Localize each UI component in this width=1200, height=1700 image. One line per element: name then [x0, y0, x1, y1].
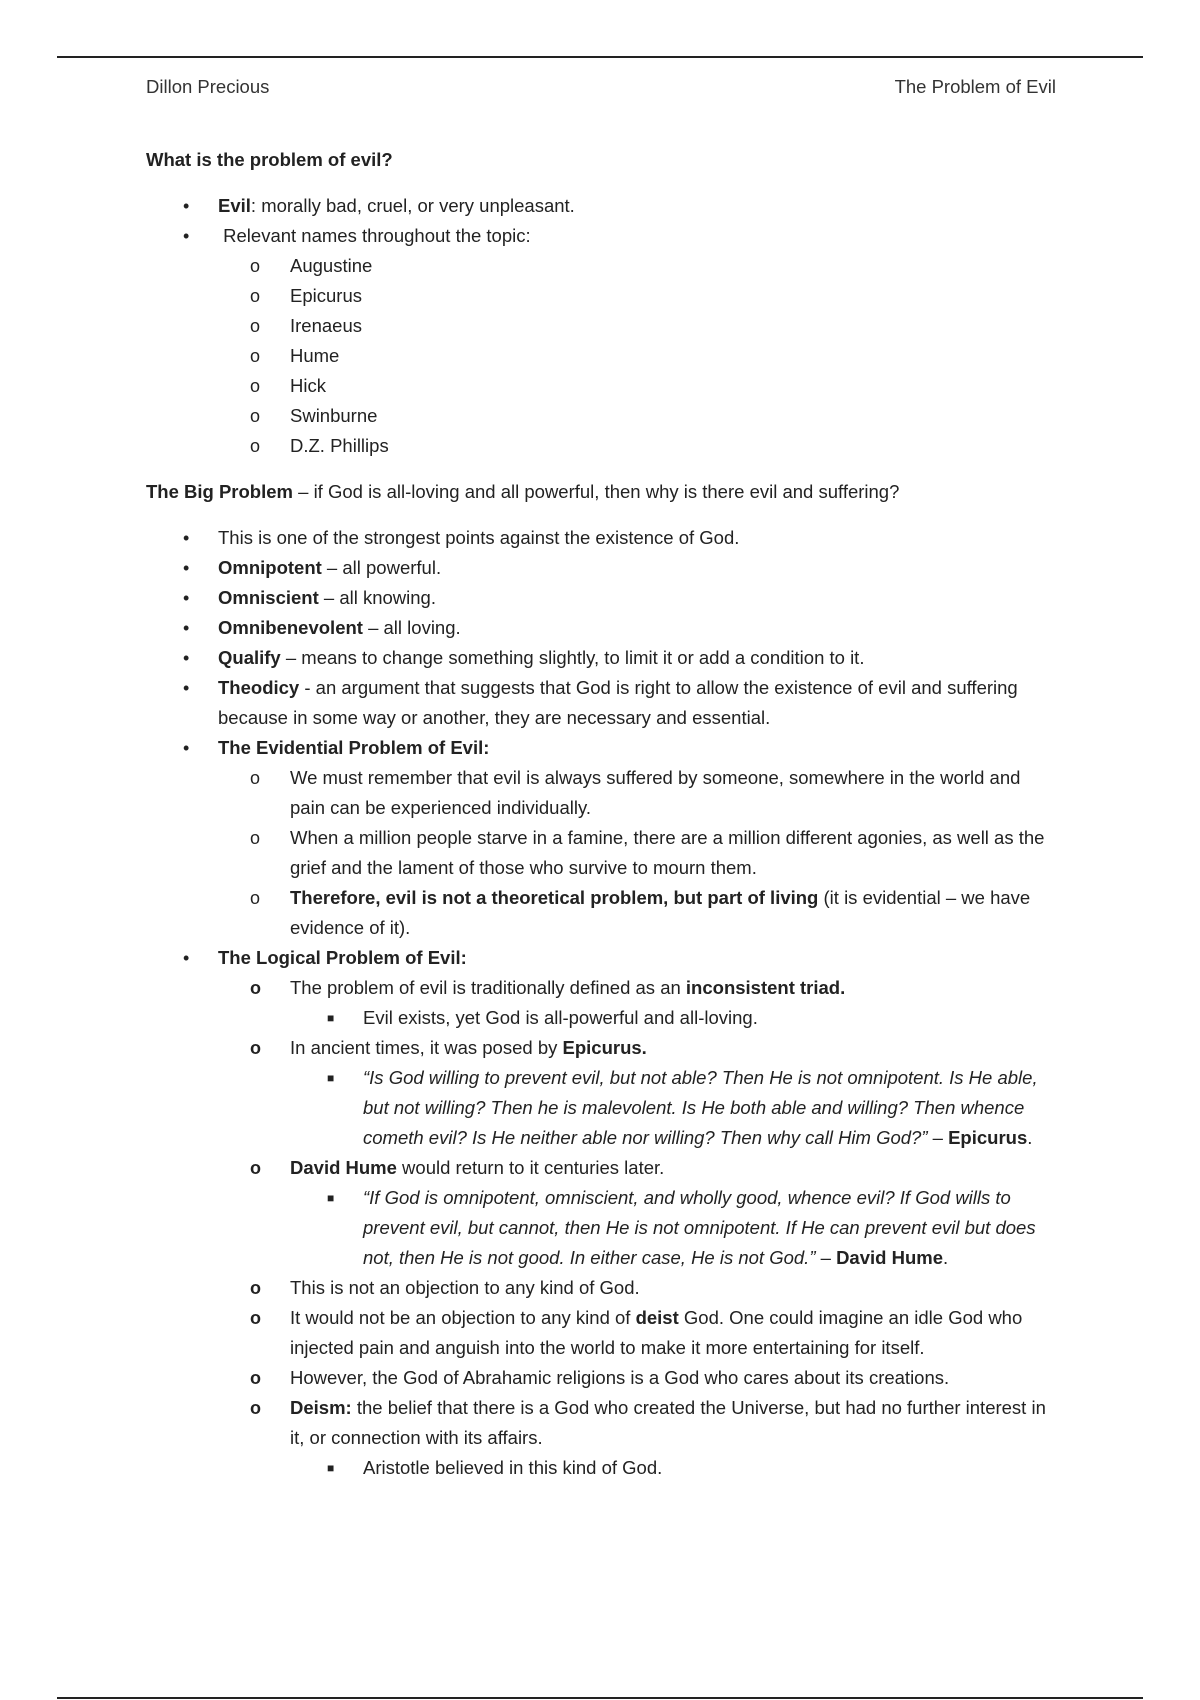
circle-bullet-icon: o [250, 286, 261, 306]
text-run: deist [635, 1307, 679, 1328]
text-run: It would not be an objection to any kind of [290, 1307, 636, 1328]
text-run: Hick [290, 375, 326, 396]
document-body [146, 145, 1056, 1483]
text-run: the belief that there is a God who created the Universe, but had no further interest in it, or connection with its affairs. [290, 1397, 1046, 1448]
list-item [183, 523, 1056, 553]
text-run: In ancient times, it was posed by [290, 1037, 563, 1058]
circle-bullet-icon: o [250, 316, 261, 336]
evidential-heading [183, 733, 1056, 763]
big-problem-paragraph [146, 477, 1056, 507]
list-item [250, 1393, 1056, 1453]
circle-bullet-icon: o [250, 1278, 261, 1298]
name-item [250, 311, 1056, 341]
hume-quote [327, 1183, 1056, 1273]
bullet-icon: • [183, 558, 190, 578]
text-run: God. One could imagine an idle God who injected pain and anguish into the world to make it more entertaining for itself. [290, 1307, 1023, 1358]
header-rule [57, 56, 1143, 58]
circle-bullet-icon: o [250, 406, 261, 426]
text-run: - an argument that suggests that God is right to allow the existence of evil and suffering because in some way or another, they are necessary and essential. [218, 677, 1018, 728]
text-run: Relevant names throughout the topic: [223, 225, 531, 246]
text-run: . [942, 1247, 949, 1268]
header-title: The Problem of Evil [894, 76, 1056, 97]
text-run: Evil [218, 195, 251, 216]
list-item [327, 1003, 1056, 1033]
bullet-icon: • [183, 528, 190, 548]
bullet-icon: • [183, 588, 190, 608]
circle-bullet-icon: o [250, 1368, 261, 1388]
logical-heading [183, 943, 1056, 973]
text-run: Hume [290, 345, 340, 366]
square-bullet-icon: ■ [327, 1011, 335, 1025]
text-run: “Is God willing to prevent evil, but not able? Then He is not omnipotent. Is He able, but not willing? Then he is malevolent. Is He both able and willing? Then whence cometh evil? Is He neither able nor willing? Then why call Him God?” [363, 1067, 1038, 1148]
circle-bullet-icon: o [250, 888, 261, 908]
list-item [250, 1363, 1056, 1393]
square-bullet-icon: ■ [327, 1461, 335, 1475]
text-run: – if God is all-loving and all powerful, then why is there evil and suffering? [293, 481, 900, 502]
text-run: Therefore, evil is not a theoretical problem, but part of living [290, 887, 819, 908]
list-item [250, 763, 1056, 823]
bullet-icon: • [183, 196, 190, 216]
text-run: D.Z. Phillips [290, 435, 389, 456]
text-run: inconsistent triad. [685, 977, 846, 998]
text-run: – all knowing. [318, 587, 436, 608]
definition-list [146, 191, 1056, 461]
text-run: Omnipotent [218, 557, 322, 578]
list-item [250, 1303, 1056, 1363]
list-item [250, 1153, 1056, 1183]
list-item [183, 613, 1056, 643]
circle-bullet-icon: o [250, 978, 261, 998]
text-run: Evil exists, yet God is all-powerful and all-loving. [363, 1007, 758, 1028]
page-header [146, 74, 1056, 100]
list-item [183, 643, 1056, 673]
text-run: We must remember that evil is always suffered by someone, somewhere in the world and pain can be experienced individually. [290, 767, 1021, 818]
circle-bullet-icon: o [250, 1398, 261, 1418]
text-run: What is the problem of evil? [146, 149, 393, 170]
text-run: Omnibenevolent [218, 617, 363, 638]
square-bullet-icon: ■ [327, 1071, 335, 1085]
bullet-icon: • [183, 226, 190, 246]
text-run: Irenaeus [290, 315, 362, 336]
name-item [250, 341, 1056, 371]
text-run: would return to it centuries later. [396, 1157, 665, 1178]
name-item [250, 281, 1056, 311]
text-run: The problem of evil is traditionally defined as an [290, 977, 686, 998]
text-run: Epicurus. [562, 1037, 647, 1058]
text-run: This is not an objection to any kind of God. [290, 1277, 640, 1298]
name-item [250, 251, 1056, 281]
bullet-icon: • [183, 678, 190, 698]
list-item [250, 883, 1056, 943]
circle-bullet-icon: o [250, 256, 261, 276]
circle-bullet-icon: o [250, 376, 261, 396]
text-run: However, the God of Abrahamic religions is a God who cares about its creations. [290, 1367, 950, 1388]
text-run: Aristotle believed in this kind of God. [363, 1457, 663, 1478]
list-item [250, 1273, 1056, 1303]
text-run: Epicurus [948, 1127, 1028, 1148]
list-item [183, 583, 1056, 613]
text-run: Epicurus [290, 285, 362, 306]
circle-bullet-icon: o [250, 828, 261, 848]
main-list [146, 523, 1056, 1483]
text-run: (it is evidential – we have evidence of it). [290, 887, 1031, 938]
text-run: This is one of the strongest points against the existence of God. [218, 527, 740, 548]
text-run: When a million people starve in a famine, there are a million different agonies, as well as the grief and the lament of those who survive to mourn them. [290, 827, 1045, 878]
text-run: – all powerful. [321, 557, 442, 578]
text-run: The Big Problem [146, 481, 293, 502]
name-item [250, 431, 1056, 461]
circle-bullet-icon: o [250, 768, 261, 788]
text-run: . [1027, 1127, 1033, 1148]
text-run: David Hume [290, 1157, 397, 1178]
text-run: Augustine [290, 255, 373, 276]
list-item [183, 191, 1056, 221]
text-run: The Evidential Problem of Evil: [218, 737, 490, 758]
text-run: Deism: [290, 1397, 352, 1418]
list-item [183, 221, 1056, 251]
list-item [183, 553, 1056, 583]
name-item [250, 401, 1056, 431]
text-run: Swinburne [290, 405, 378, 426]
text-run: – means to change something slightly, to limit it or add a condition to it. [280, 647, 865, 668]
text-run: : morally bad, cruel, or very unpleasant. [250, 195, 575, 216]
circle-bullet-icon: o [250, 436, 261, 456]
name-item [250, 371, 1056, 401]
text-run: “If God is omnipotent, omniscient, and wholly good, whence evil? If God wills to prevent evil, but cannot, then He is not omnipotent. If He can prevent evil but does not, then He is not good. In either case, He is not God.” [363, 1187, 1036, 1268]
bullet-icon: • [183, 948, 190, 968]
epicurus-quote [327, 1063, 1056, 1153]
text-run: – [815, 1247, 837, 1268]
bullet-icon: • [183, 738, 190, 758]
text-run: The Logical Problem of Evil: [218, 947, 467, 968]
header-author: Dillon Precious [146, 76, 270, 97]
text-run: David Hume [836, 1247, 943, 1268]
list-item [250, 1033, 1056, 1063]
circle-bullet-icon: o [250, 1038, 261, 1058]
circle-bullet-icon: o [250, 1308, 261, 1328]
list-item [250, 973, 1056, 1003]
text-run: – all loving. [362, 617, 461, 638]
list-item [183, 673, 1056, 733]
text-run: Qualify [218, 647, 281, 668]
bullet-icon: • [183, 618, 190, 638]
text-run: – [927, 1127, 949, 1148]
list-item [250, 823, 1056, 883]
footer-rule [57, 1697, 1143, 1699]
circle-bullet-icon: o [250, 1158, 261, 1178]
section-heading [146, 145, 1056, 175]
bullet-icon: • [183, 648, 190, 668]
circle-bullet-icon: o [250, 346, 261, 366]
square-bullet-icon: ■ [327, 1191, 335, 1205]
text-run: Omniscient [218, 587, 319, 608]
text-run: Theodicy [218, 677, 300, 698]
list-item [327, 1453, 1056, 1483]
